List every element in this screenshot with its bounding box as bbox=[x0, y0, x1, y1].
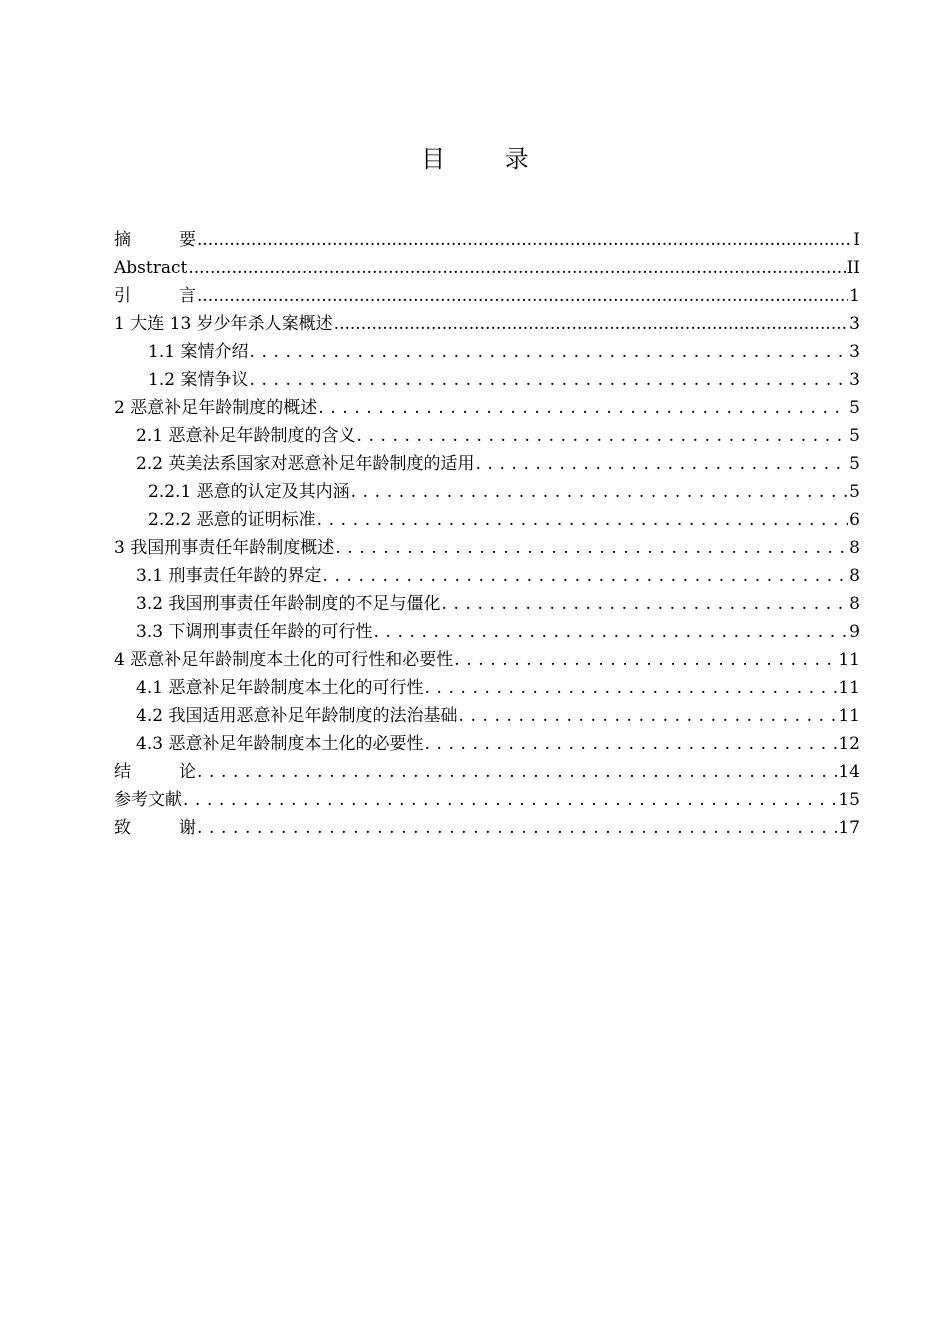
toc-entry-page-number: 3 bbox=[849, 370, 860, 390]
toc-entry-label: 3.3 下调刑事责任年龄的可行性 bbox=[136, 622, 373, 642]
toc-entry-page-number: 5 bbox=[849, 398, 860, 418]
toc-entry-page-number: 9 bbox=[849, 622, 860, 642]
toc-entry[interactable] bbox=[114, 422, 860, 450]
toc-entry[interactable] bbox=[114, 226, 860, 254]
toc-entry[interactable] bbox=[114, 758, 860, 786]
toc-entry-label: 4.2 我国适用恶意补足年龄制度的法治基础 bbox=[136, 706, 458, 726]
toc-entry-label: 参考文献 bbox=[114, 790, 182, 810]
toc-entry-label: 4 恶意补足年龄制度本土化的可行性和必要性 bbox=[114, 650, 454, 670]
toc-entry-label: 2.2 英美法系国家对恶意补足年龄制度的适用 bbox=[136, 454, 475, 474]
toc-entry-label: 2.1 恶意补足年龄制度的含义 bbox=[136, 426, 356, 446]
toc-entry[interactable] bbox=[114, 310, 860, 338]
toc-entry[interactable] bbox=[114, 534, 860, 562]
toc-entry-label: 2.2.2 恶意的证明标准 bbox=[148, 510, 316, 530]
toc-entry[interactable] bbox=[114, 450, 860, 478]
toc-dot-leader bbox=[458, 702, 837, 730]
toc-entry[interactable] bbox=[114, 646, 860, 674]
toc-entry-page-number: 11 bbox=[838, 706, 860, 726]
toc-dot-leader bbox=[334, 310, 849, 338]
toc-title: 目 录 bbox=[421, 145, 555, 173]
toc-dot-leader bbox=[475, 450, 848, 478]
toc-entry-page-number: II bbox=[846, 258, 860, 278]
toc-entry-label: 3.1 刑事责任年龄的界定 bbox=[136, 566, 322, 586]
toc-dot-leader bbox=[197, 282, 848, 310]
toc-entry-page-number: 5 bbox=[849, 426, 860, 446]
toc-entry[interactable] bbox=[114, 394, 860, 422]
toc-entry-label: 致谢 bbox=[114, 818, 196, 838]
toc-entry-label: 2 恶意补足年龄制度的概述 bbox=[114, 398, 318, 418]
toc-dot-leader bbox=[356, 422, 848, 450]
toc-entry-label: 1 大连 13 岁少年杀人案概述 bbox=[114, 314, 333, 334]
toc-entry[interactable] bbox=[114, 506, 860, 534]
toc-entry-page-number: 5 bbox=[849, 454, 860, 474]
toc-entry-page-number: 3 bbox=[849, 342, 860, 362]
toc-dot-leader bbox=[441, 590, 848, 618]
toc-dot-leader bbox=[197, 226, 852, 254]
toc-entry[interactable] bbox=[114, 786, 860, 814]
toc-entry[interactable] bbox=[114, 730, 860, 758]
toc-entry[interactable] bbox=[114, 618, 860, 646]
toc-entry-label: 1.2 案情争议 bbox=[148, 370, 249, 390]
toc-entry-page-number: 3 bbox=[849, 314, 860, 334]
toc-dot-leader bbox=[424, 730, 837, 758]
toc-dot-leader bbox=[373, 618, 848, 646]
toc-entry-page-number: 8 bbox=[849, 594, 860, 614]
toc-dot-leader bbox=[197, 814, 837, 842]
toc-entry[interactable] bbox=[114, 702, 860, 730]
toc-entry[interactable] bbox=[114, 366, 860, 394]
toc-dot-leader bbox=[317, 506, 849, 534]
toc-entry-label: 3.2 我国刑事责任年龄制度的不足与僵化 bbox=[136, 594, 441, 614]
toc-entry-label: 3 我国刑事责任年龄制度概述 bbox=[114, 538, 335, 558]
toc-dot-leader bbox=[188, 254, 845, 282]
toc-entry-label: 1.1 案情介绍 bbox=[148, 342, 249, 362]
toc-entry-page-number: 8 bbox=[849, 566, 860, 586]
toc-entry[interactable] bbox=[114, 282, 860, 310]
toc-dot-leader bbox=[335, 534, 848, 562]
toc-dot-leader bbox=[249, 338, 848, 366]
toc-dot-leader bbox=[197, 758, 837, 786]
toc-entry[interactable] bbox=[114, 562, 860, 590]
toc-entry-page-number: 5 bbox=[849, 482, 860, 502]
toc-entry-page-number: 8 bbox=[849, 538, 860, 558]
toc-dot-leader bbox=[351, 478, 849, 506]
toc-dot-leader bbox=[322, 562, 848, 590]
toc-entry-page-number: 11 bbox=[838, 678, 860, 698]
toc-entry-page-number: I bbox=[853, 230, 860, 250]
toc-entry[interactable] bbox=[114, 674, 860, 702]
toc-entry-label: 4.3 恶意补足年龄制度本土化的必要性 bbox=[136, 734, 424, 754]
toc-dot-leader bbox=[454, 646, 837, 674]
toc-dot-leader bbox=[424, 674, 837, 702]
toc-dot-leader bbox=[183, 786, 837, 814]
toc-entry[interactable] bbox=[114, 338, 860, 366]
toc-entry-page-number: 17 bbox=[838, 818, 860, 838]
toc-entry-page-number: 14 bbox=[838, 762, 860, 782]
toc-entry-label: 结论 bbox=[114, 762, 196, 782]
toc-entry-label: Abstract bbox=[114, 258, 188, 278]
toc-entry-page-number: 1 bbox=[849, 286, 860, 306]
toc-dot-leader bbox=[318, 394, 848, 422]
toc-entry-page-number: 12 bbox=[838, 734, 860, 754]
toc-entry-page-number: 11 bbox=[838, 650, 860, 670]
toc-entry[interactable] bbox=[114, 590, 860, 618]
toc-entry-label: 4.1 恶意补足年龄制度本土化的可行性 bbox=[136, 678, 424, 698]
toc-entry[interactable] bbox=[114, 478, 860, 506]
toc-dot-leader bbox=[249, 366, 848, 394]
toc-entry-page-number: 6 bbox=[849, 510, 860, 530]
toc-entry[interactable] bbox=[114, 814, 860, 842]
toc-entry-label: 摘要 bbox=[114, 230, 196, 250]
toc-entry-label: 引言 bbox=[114, 286, 196, 306]
table-of-contents bbox=[114, 226, 860, 842]
toc-entry-page-number: 15 bbox=[838, 790, 860, 810]
toc-entry[interactable] bbox=[114, 254, 860, 282]
toc-entry-label: 2.2.1 恶意的认定及其内涵 bbox=[148, 482, 350, 502]
